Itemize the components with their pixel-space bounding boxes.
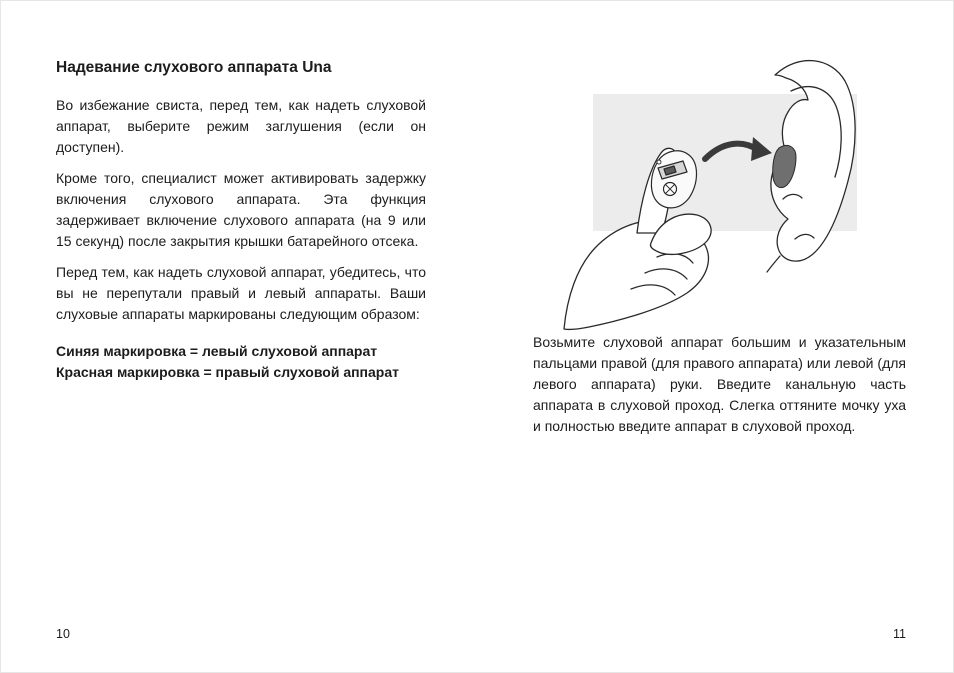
page-title: Надевание слухового аппарата Una bbox=[56, 59, 332, 76]
marking-intro-paragraph: Перед тем, как надеть слуховой аппарат, убедитесь, что вы не перепутали правый и левый аппараты. Ваши слуховые аппараты маркированы следующим образом: bbox=[56, 264, 426, 322]
right-page-column bbox=[533, 332, 906, 437]
insertion-illustration bbox=[559, 51, 909, 331]
page-number-right: 11 bbox=[893, 627, 906, 641]
instruction-paragraph: Возьмите слуховой аппарат большим и указательным пальцами правой (для правого аппарата) или левой (для левого аппарата) руки. Введите канальную часть аппарата в слуховой проход. Слегка оттяните мочку уха и полностью введите аппарат в слуховой проход. bbox=[533, 334, 906, 434]
marking-legend bbox=[56, 341, 426, 383]
insertion-illustration-svg bbox=[559, 51, 909, 331]
page-number-left: 10 bbox=[56, 627, 70, 641]
left-page-column bbox=[56, 59, 426, 383]
intro-paragraph: Во избежание свиста, перед тем, как надеть слуховой аппарат, выберите режим заглушения (если он доступен). bbox=[56, 97, 426, 155]
delay-function-paragraph: Кроме того, специалист может активировать задержку включения слухового аппарата. Эта функция задерживает включение слухового аппарата (на 9 или 15 секунд) после закрытия крышки батарейного отсека. bbox=[56, 170, 426, 249]
marking-red-line: Красная маркировка = правый слуховой аппарат bbox=[56, 364, 399, 380]
marking-blue-line: Синяя маркировка = левый слуховой аппарат bbox=[56, 343, 378, 359]
